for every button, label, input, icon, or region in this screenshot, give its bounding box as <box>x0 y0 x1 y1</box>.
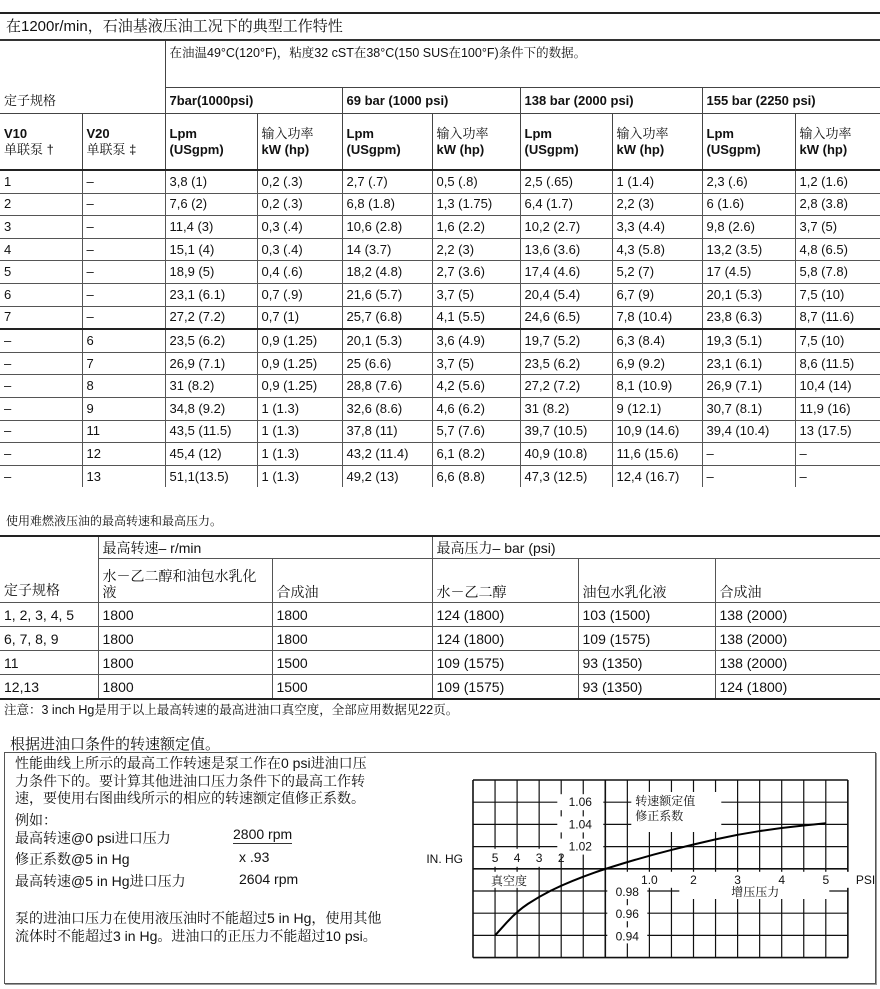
table-cell: 51,1(13.5) <box>165 465 257 487</box>
table-cell: 1500 <box>272 651 432 675</box>
table-row <box>0 306 880 329</box>
table-cell: 20,1 (5.3) <box>702 283 795 306</box>
y-axis-label: 转速额定值 <box>635 794 696 808</box>
table-cell: – <box>0 352 82 375</box>
boost-tick-label: 5 <box>822 872 830 887</box>
fluid-header: 水－乙二醇和油包水乳化液 <box>98 559 272 603</box>
table-cell: 12,13 <box>0 675 98 700</box>
table-cell: 109 (1575) <box>432 651 578 675</box>
table-cell: 8,6 (11.5) <box>795 352 880 375</box>
table-cell: 13,6 (3.6) <box>520 238 612 261</box>
table-cell: 26,9 (7.1) <box>702 375 795 398</box>
table-row <box>0 627 880 651</box>
vacuum-tick-label: 5 <box>491 850 499 865</box>
y-tick-label: 1.02 <box>568 839 592 854</box>
table-cell: 7,6 (2) <box>165 193 257 216</box>
table-row <box>0 352 880 375</box>
table-cell: 25,7 (6.8) <box>342 306 432 329</box>
table-cell: 1800 <box>98 651 272 675</box>
table-cell: 13 <box>82 465 165 487</box>
table-row <box>0 261 880 284</box>
table-cell: 39,7 (10.5) <box>520 420 612 443</box>
power-unit-header: 输入功率 kW (hp) <box>257 114 342 171</box>
table-cell: 1 (1.3) <box>257 465 342 487</box>
example-value-2: x .93 <box>239 849 270 865</box>
pressure-header: 69 bar (1000 psi) <box>342 88 520 114</box>
table-cell: 109 (1575) <box>578 627 715 651</box>
table-cell: 6,3 (8.4) <box>612 329 702 352</box>
pressure-header: 最高压力– bar (psi) <box>432 536 880 559</box>
table-cell: 9 <box>82 397 165 420</box>
table-cell: 1 <box>0 170 82 193</box>
table-row <box>0 651 880 675</box>
table-cell: 43,2 (11.4) <box>342 443 432 466</box>
table-cell: 1 (1.4) <box>612 170 702 193</box>
speed-rating-box <box>4 752 876 984</box>
v20-header: V20 单联泵 ‡ <box>82 114 165 171</box>
table-cell: 13 (17.5) <box>795 420 880 443</box>
table-cell: – <box>82 306 165 329</box>
table-cell: 11 <box>82 420 165 443</box>
power-unit-header: 输入功率 kW (hp) <box>612 114 702 171</box>
vacuum-tick-label: 4 <box>513 850 521 865</box>
table-cell: 11,9 (16) <box>795 397 880 420</box>
table-cell: 3,3 (4.4) <box>612 216 702 239</box>
table-cell: 4,1 (5.5) <box>432 306 520 329</box>
table-cell: 0,7 (1) <box>257 306 342 329</box>
fluid-header: 油包水乳化液 <box>578 559 715 603</box>
table-cell: 0,3 (.4) <box>257 238 342 261</box>
y-tick-label: 0.96 <box>615 907 639 922</box>
pressure-header: 155 bar (2250 psi) <box>702 88 880 114</box>
table-row <box>0 603 880 627</box>
description-text: 性能曲线上所示的最高工作转速是泵工作在0 psi进油口压力条件下的。要计算其他进油口压力条件下的最高工作转速，要使用右图曲线所示的相应的转速额定值修正系数。 <box>15 755 367 806</box>
y-tick-label: 1.06 <box>568 795 592 810</box>
table-cell: – <box>82 193 165 216</box>
table-cell: 10,2 (2.7) <box>520 216 612 239</box>
table-cell: 2,3 (.6) <box>702 170 795 193</box>
flow-unit-header: Lpm (USgpm) <box>342 114 432 171</box>
table-row <box>0 465 880 487</box>
table-cell: – <box>0 329 82 352</box>
footnote: 注意：3 inch Hg是用于以上最高转速的最高进油口真空度，全部应用数据见22页。 <box>4 703 459 717</box>
performance-table <box>0 12 880 487</box>
flow-unit-header: Lpm (USgpm) <box>165 114 257 171</box>
flow-unit-header: Lpm (USgpm) <box>520 114 612 171</box>
table-cell: 13,2 (3.5) <box>702 238 795 261</box>
table-cell: – <box>82 170 165 193</box>
table-cell: 23,5 (6.2) <box>165 329 257 352</box>
table-cell: 1,3 (1.75) <box>432 193 520 216</box>
example-value-3: 2604 rpm <box>239 871 299 887</box>
table-cell: 1,6 (2.2) <box>432 216 520 239</box>
table-cell: 1800 <box>98 603 272 627</box>
table-cell: 0,9 (1.25) <box>257 329 342 352</box>
table-cell: 5,2 (7) <box>612 261 702 284</box>
table-cell: 39,4 (10.4) <box>702 420 795 443</box>
table-cell: 93 (1350) <box>578 675 715 700</box>
boost-tick-label: 3 <box>734 872 741 887</box>
fluid-header: 合成油 <box>272 559 432 603</box>
table-cell: 6,7 (9) <box>612 283 702 306</box>
table-cell: 124 (1800) <box>432 627 578 651</box>
speed-header: 最高转速– r/min <box>98 536 432 559</box>
table-cell: 27,2 (7.2) <box>520 375 612 398</box>
table-cell: 11,4 (3) <box>165 216 257 239</box>
table-cell: 19,7 (5.2) <box>520 329 612 352</box>
table-cell: 6 <box>82 329 165 352</box>
table-cell: 8,1 (10.9) <box>612 375 702 398</box>
table-cell: 2,2 (3) <box>432 238 520 261</box>
condition-note: 在油温49°C(120°F)，粘度32 cST在38°C(150 SUS在100°F)条件下的数据。 <box>165 40 880 88</box>
table-cell: 6,6 (8.8) <box>432 465 520 487</box>
table-cell: 1800 <box>272 627 432 651</box>
table-cell: 0,4 (.6) <box>257 261 342 284</box>
y-axis-label: 修正系数 <box>635 809 684 823</box>
table-cell: 11 <box>0 651 98 675</box>
table-cell: 1800 <box>98 627 272 651</box>
table-cell: 20,4 (5.4) <box>520 283 612 306</box>
vacuum-tick-label: 3 <box>535 850 543 865</box>
table-cell: 6,8 (1.8) <box>342 193 432 216</box>
y-tick-label: 1.04 <box>568 817 592 832</box>
table-cell: 23,1 (6.1) <box>165 283 257 306</box>
table-cell: – <box>82 216 165 239</box>
table-cell: 32,6 (8.6) <box>342 397 432 420</box>
example-label-2: 修正系数@5 in Hg <box>15 851 130 867</box>
table-cell: 1,2 (1.6) <box>795 170 880 193</box>
table-row <box>0 375 880 398</box>
table-cell: 23,5 (6.2) <box>520 352 612 375</box>
table-cell: 4,8 (6.5) <box>795 238 880 261</box>
table-cell: 124 (1800) <box>715 675 880 700</box>
table-cell: – <box>702 465 795 487</box>
size-label: 定子规格 <box>4 93 57 108</box>
table-cell: 109 (1575) <box>432 675 578 700</box>
table-title: 在1200r/min，石油基液压油工况下的典型工作特性 <box>0 13 880 40</box>
table-row <box>0 397 880 420</box>
table-cell: 23,1 (6.1) <box>702 352 795 375</box>
vacuum-axis-label: IN. HG <box>426 851 463 866</box>
table-cell: 6 <box>0 283 82 306</box>
table-cell: 3,8 (1) <box>165 170 257 193</box>
table-cell: 1 (1.3) <box>257 397 342 420</box>
table-cell: 17,4 (4.6) <box>520 261 612 284</box>
vacuum-tick-label: 2 <box>557 850 565 865</box>
table-row <box>0 443 880 466</box>
table-cell: 20,1 (5.3) <box>342 329 432 352</box>
table-cell: 7 <box>0 306 82 329</box>
table-cell: 45,4 (12) <box>165 443 257 466</box>
table-cell: 6 (1.6) <box>702 193 795 216</box>
table-cell: 26,9 (7.1) <box>165 352 257 375</box>
v10-header: V10 单联泵 † <box>0 114 82 171</box>
table-cell: 10,4 (14) <box>795 375 880 398</box>
table-cell: 7 <box>82 352 165 375</box>
pressure-header: 7bar(1000psi) <box>165 88 342 114</box>
table-cell: 4,6 (6.2) <box>432 397 520 420</box>
table-cell: 18,2 (4.8) <box>342 261 432 284</box>
table-cell: 0,9 (1.25) <box>257 375 342 398</box>
table-cell: 3,7 (5) <box>795 216 880 239</box>
section-heading: 根据进油口条件的转速额定值。 <box>10 736 221 753</box>
table-cell: 4,2 (5.6) <box>432 375 520 398</box>
table-cell: 4,3 (5.8) <box>612 238 702 261</box>
table-cell: 2,7 (3.6) <box>432 261 520 284</box>
boost-tick-label: 1.0 <box>641 872 658 887</box>
table-cell: 10,6 (2.8) <box>342 216 432 239</box>
boost-axis-label: PSI <box>855 872 875 887</box>
table-cell: 4 <box>0 238 82 261</box>
table-cell: – <box>0 465 82 487</box>
table-cell: 1500 <box>272 675 432 700</box>
table-cell: 1800 <box>98 675 272 700</box>
table-cell: 0,9 (1.25) <box>257 352 342 375</box>
table-cell: 7,5 (10) <box>795 329 880 352</box>
table-cell: 18,9 (5) <box>165 261 257 284</box>
table-cell: 40,9 (10.8) <box>520 443 612 466</box>
example-label: 例如： <box>15 812 57 828</box>
table-cell: 25 (6.6) <box>342 352 432 375</box>
fluid-header: 水－乙二醇 <box>432 559 578 603</box>
vacuum-name: 真空度 <box>491 873 528 888</box>
y-tick-label: 0.98 <box>615 885 639 899</box>
table-cell: 6,9 (9.2) <box>612 352 702 375</box>
table-cell: 124 (1800) <box>432 603 578 627</box>
table-cell: 6,4 (1.7) <box>520 193 612 216</box>
table-cell: 37,8 (11) <box>342 420 432 443</box>
boost-tick-label: 4 <box>778 872 786 887</box>
table-cell: 23,8 (6.3) <box>702 306 795 329</box>
table-cell: 0,2 (.3) <box>257 170 342 193</box>
table-cell: 47,3 (12.5) <box>520 465 612 487</box>
table-cell: 7,5 (10) <box>795 283 880 306</box>
table-row <box>0 238 880 261</box>
table-cell: – <box>795 465 880 487</box>
table-row <box>0 329 880 352</box>
table-cell: 7,8 (10.4) <box>612 306 702 329</box>
boost-tick-label: 2 <box>690 872 697 887</box>
table-cell: 1 (1.3) <box>257 443 342 466</box>
table-row <box>0 675 880 700</box>
fire-resistant-fluid-table <box>0 535 880 700</box>
table-cell: 0,3 (.4) <box>257 216 342 239</box>
boost-name: 增压压力 <box>731 885 780 899</box>
table-cell: 34,8 (9.2) <box>165 397 257 420</box>
table-cell: 43,5 (11.5) <box>165 420 257 443</box>
table-cell: 0,7 (.9) <box>257 283 342 306</box>
flow-unit-header: Lpm (USgpm) <box>702 114 795 171</box>
table-cell: 93 (1350) <box>578 651 715 675</box>
table-cell: 1 (1.3) <box>257 420 342 443</box>
example-value-1: 2800 rpm <box>233 826 293 842</box>
power-unit-header: 输入功率 kW (hp) <box>432 114 520 171</box>
table-cell: 30,7 (8.1) <box>702 397 795 420</box>
table-cell: 28,8 (7.6) <box>342 375 432 398</box>
limits-text: 泵的进油口压力在使用液压油时不能超过5 in Hg，使用其他流体时不能超过3 in Hg。进油口的正压力不能超过10 psi。 <box>15 910 382 944</box>
table-row <box>0 193 880 216</box>
table-cell: 1, 2, 3, 4, 5 <box>0 603 98 627</box>
table-cell: 17 (4.5) <box>702 261 795 284</box>
table-cell: 6, 7, 8, 9 <box>0 627 98 651</box>
table-cell: 27,2 (7.2) <box>165 306 257 329</box>
table-cell: 31 (8.2) <box>165 375 257 398</box>
table-cell: 24,6 (6.5) <box>520 306 612 329</box>
table-cell: 9 (12.1) <box>612 397 702 420</box>
table-cell: 19,3 (5.1) <box>702 329 795 352</box>
table-cell: 2,7 (.7) <box>342 170 432 193</box>
table-cell: – <box>795 443 880 466</box>
table-row <box>0 420 880 443</box>
table2-caption: 使用难燃液压油的最高转速和最高压力。 <box>6 514 223 528</box>
table-cell: – <box>82 283 165 306</box>
table-cell: 8,7 (11.6) <box>795 306 880 329</box>
table-cell: 21,6 (5.7) <box>342 283 432 306</box>
table-cell: 31 (8.2) <box>520 397 612 420</box>
table-cell: 12,4 (16.7) <box>612 465 702 487</box>
table-cell: 3,7 (5) <box>432 283 520 306</box>
table-cell: 0,5 (.8) <box>432 170 520 193</box>
table-cell: 10,9 (14.6) <box>612 420 702 443</box>
table-cell: 9,8 (2.6) <box>702 216 795 239</box>
table-cell: – <box>0 397 82 420</box>
table-cell: – <box>0 420 82 443</box>
table-cell: 138 (2000) <box>715 651 880 675</box>
table-cell: 3 <box>0 216 82 239</box>
table-cell: 2,5 (.65) <box>520 170 612 193</box>
table-cell: – <box>82 238 165 261</box>
table-cell: 5,7 (7.6) <box>432 420 520 443</box>
table-cell: – <box>0 443 82 466</box>
power-unit-header: 输入功率 kW (hp) <box>795 114 880 171</box>
table-cell: 2,8 (3.8) <box>795 193 880 216</box>
table-cell: – <box>0 375 82 398</box>
size-label: 定子规格 <box>0 536 98 603</box>
table-cell: 103 (1500) <box>578 603 715 627</box>
example-label-1: 最高转速@0 psi进口压力 <box>15 830 171 846</box>
table-cell: 2,2 (3) <box>612 193 702 216</box>
fluid-header: 合成油 <box>715 559 880 603</box>
table-row <box>0 170 880 193</box>
table-cell: 8 <box>82 375 165 398</box>
table-cell: 14 (3.7) <box>342 238 432 261</box>
table-cell: 5,8 (7.8) <box>795 261 880 284</box>
table-cell: 15,1 (4) <box>165 238 257 261</box>
table-cell: 138 (2000) <box>715 627 880 651</box>
table-cell: 1800 <box>272 603 432 627</box>
table-cell: 5 <box>0 261 82 284</box>
table-cell: 49,2 (13) <box>342 465 432 487</box>
table-row <box>0 283 880 306</box>
pressure-header: 138 bar (2000 psi) <box>520 88 702 114</box>
y-tick-label: 0.94 <box>615 929 639 944</box>
table-cell: 0,2 (.3) <box>257 193 342 216</box>
table-cell: – <box>702 443 795 466</box>
table-cell: – <box>82 261 165 284</box>
table-cell: 3,7 (5) <box>432 352 520 375</box>
table-row <box>0 216 880 239</box>
table-cell: 3,6 (4.9) <box>432 329 520 352</box>
table-cell: 138 (2000) <box>715 603 880 627</box>
speed-correction-chart <box>5 753 875 983</box>
table-cell: 11,6 (15.6) <box>612 443 702 466</box>
table-cell: 12 <box>82 443 165 466</box>
example-label-3: 最高转速@5 in Hg进口压力 <box>15 873 186 889</box>
table-cell: 6,1 (8.2) <box>432 443 520 466</box>
table-cell: 2 <box>0 193 82 216</box>
